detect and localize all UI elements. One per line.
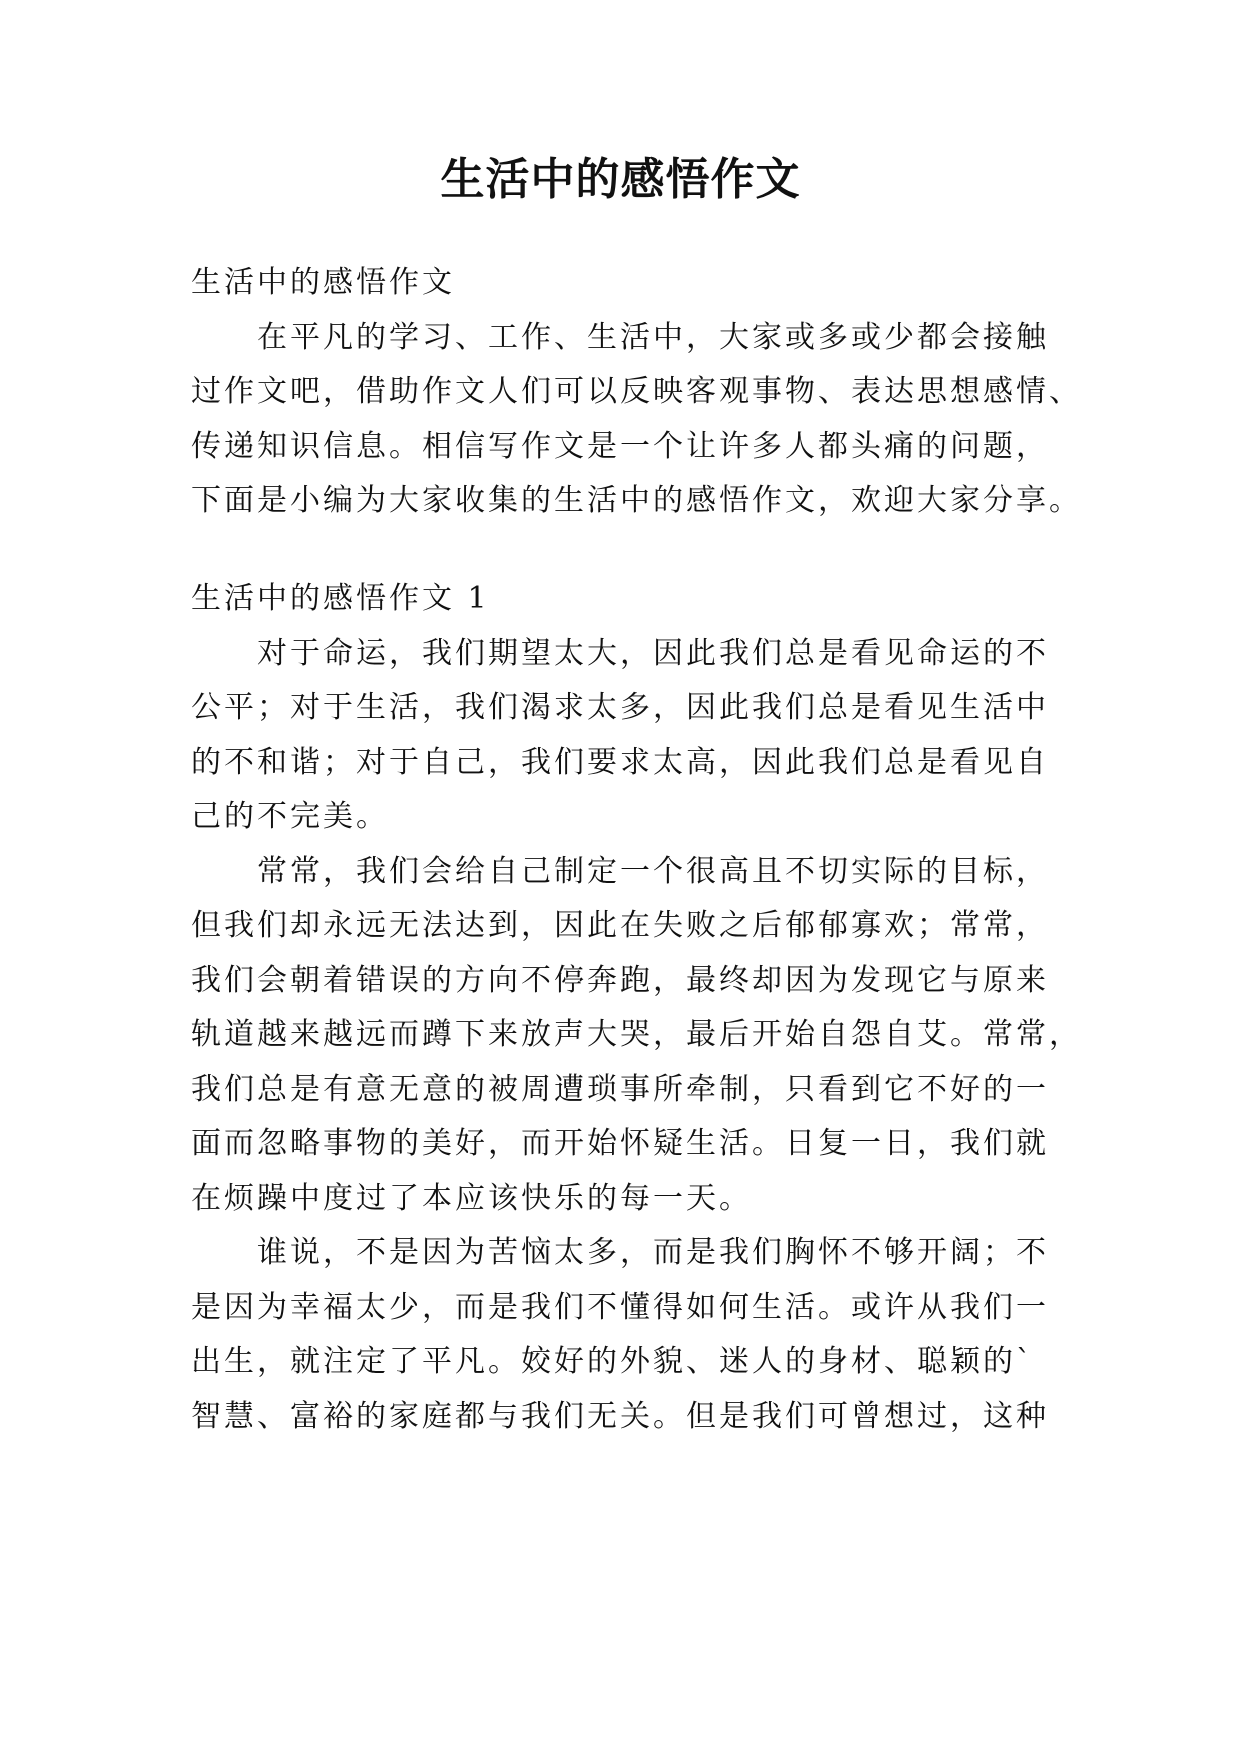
paragraph-line: 在烦躁中度过了本应该快乐的每一天。 [191, 1181, 752, 1216]
paragraph-line: 传递知识信息。相信写作文是一个让许多人都头痛的问题， [191, 429, 1049, 464]
section-heading: 生活中的感悟作文 1 [191, 581, 490, 616]
paragraph-line: 在平凡的学习、工作、生活中，大家或多或少都会接触 [257, 320, 1049, 355]
paragraph-line: 但我们却永远无法达到，因此在失败之后郁郁寡欢；常常， [191, 908, 1049, 943]
paragraph-line: 是因为幸福太少，而是我们不懂得如何生活。或许从我们一 [191, 1290, 1049, 1325]
paragraph-line: 面而忽略事物的美好，而开始怀疑生活。日复一日，我们就 [191, 1126, 1049, 1161]
paragraph-line: 的不和谐；对于自己，我们要求太高，因此我们总是看见自 [191, 745, 1049, 780]
paragraph-line: 下面是小编为大家收集的生活中的感悟作文，欢迎大家分享。 [191, 483, 1082, 518]
paragraph-line: 出生，就注定了平凡。姣好的外貌、迷人的身材、聪颖的` [191, 1344, 1034, 1379]
paragraph-line: 我们会朝着错误的方向不停奔跑，最终却因为发现它与原来 [191, 963, 1049, 998]
paragraph-line: 轨道越来越远而蹲下来放声大哭，最后开始自怨自艾。常常， [191, 1017, 1082, 1052]
paragraph-line: 我们总是有意无意的被周遭琐事所牵制，只看到它不好的一 [191, 1072, 1049, 1107]
paragraph-line: 谁说，不是因为苦恼太多，而是我们胸怀不够开阔；不 [257, 1235, 1049, 1270]
paragraph-line: 公平；对于生活，我们渴求太多，因此我们总是看见生活中 [191, 690, 1049, 725]
subtitle-line: 生活中的感悟作文 [191, 265, 455, 300]
paragraph-line: 过作文吧，借助作文人们可以反映客观事物、表达思想感情、 [191, 374, 1082, 409]
paragraph-line: 智慧、富裕的家庭都与我们无关。但是我们可曾想过，这种 [191, 1399, 1049, 1434]
paragraph-line: 对于命运，我们期望太大，因此我们总是看见命运的不 [257, 636, 1049, 671]
paragraph-line: 常常，我们会给自己制定一个很高且不切实际的目标， [257, 854, 1049, 889]
paragraph-line: 己的不完美。 [191, 799, 389, 834]
page-title: 生活中的感悟作文 [440, 154, 801, 205]
